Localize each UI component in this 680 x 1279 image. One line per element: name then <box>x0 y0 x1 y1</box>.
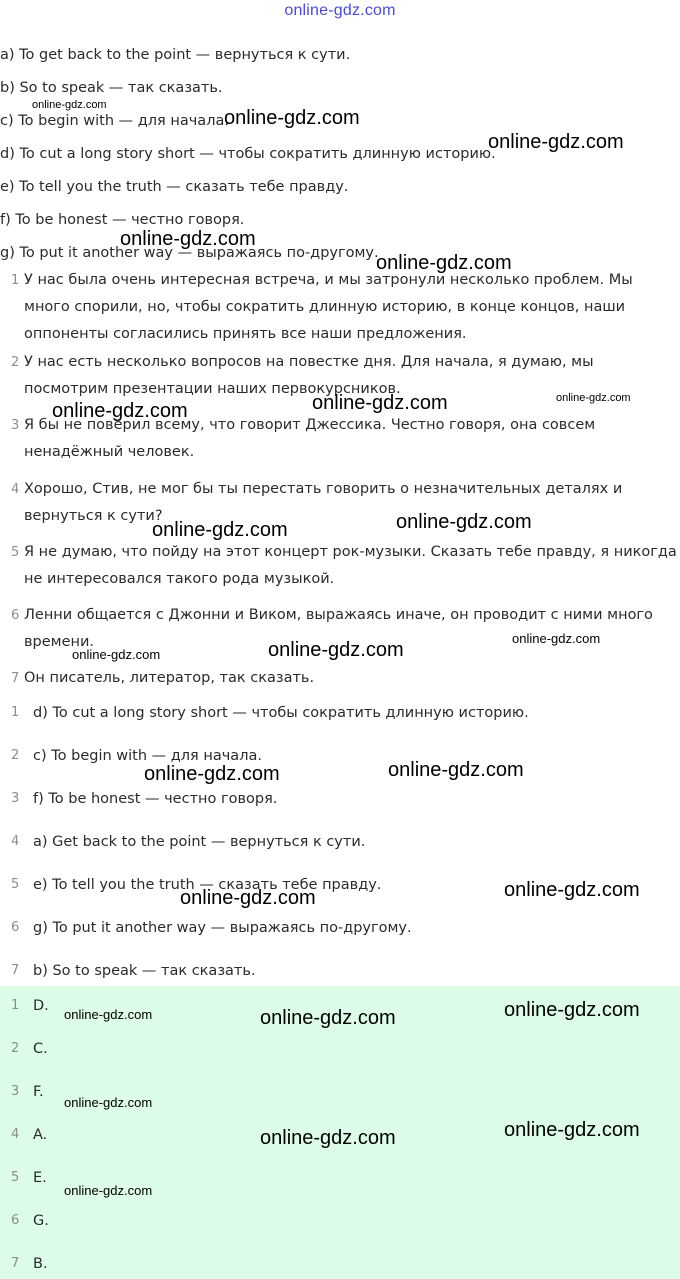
item-number: 6 <box>11 1213 20 1228</box>
watermark: online-gdz.com <box>376 252 512 274</box>
item-number: 5 <box>11 1170 20 1185</box>
item-number: 1 <box>11 705 20 720</box>
phrase-a: a) To get back to the point — вернуться к сути. <box>0 47 351 63</box>
phrase-e: e) To tell you the truth — сказать тебе правду. <box>0 179 349 195</box>
phrase-g: g) To put it another way — выражаясь по-другому. <box>0 245 379 261</box>
answer-text: b) So to speak — так сказать. <box>33 963 256 979</box>
letter-text: D. <box>33 998 49 1014</box>
item-number: 4 <box>11 834 20 849</box>
item-number: 5 <box>11 545 20 560</box>
item-text: Он писатель, литератор, так сказать. <box>24 670 315 686</box>
watermark: online-gdz.com <box>388 759 524 781</box>
watermark: online-gdz.com <box>512 631 601 646</box>
watermark: online-gdz.com <box>260 1127 396 1149</box>
item-number: 7 <box>11 1256 20 1271</box>
item-text: Я не думаю, что пойду на этот концерт рок-музыки. Сказать тебе правду, я никогда не интересовался такого рода музыкой. <box>24 544 677 587</box>
watermark: online-gdz.com <box>504 1119 640 1141</box>
item-number: 6 <box>11 920 20 935</box>
watermark: online-gdz.com <box>64 1183 153 1198</box>
watermark: online-gdz.com <box>260 1007 396 1029</box>
letter-text: F. <box>33 1084 44 1100</box>
letter-text: E. <box>33 1170 47 1186</box>
item-text: У нас была очень интересная встреча, и мы затронули несколько проблем. Мы много спорили, но, чтобы сократить длинную историю, в конце концов, наши оппоненты согласились принять все наши предложения. <box>24 272 633 342</box>
watermark: online-gdz.com <box>504 879 640 901</box>
phrase-c: c) To begin with — для начала. <box>0 113 229 129</box>
watermark: online-gdz.com <box>152 519 288 541</box>
item-text: У нас есть несколько вопросов на повестке дня. Для начала, я думаю, мы посмотрим презентации наших первокурсников. <box>24 354 594 397</box>
watermark: online-gdz.com <box>556 392 631 404</box>
answer-text: f) To be honest — честно говоря. <box>33 791 278 807</box>
watermark: online-gdz.com <box>144 763 280 785</box>
item-number: 3 <box>11 791 20 806</box>
watermark: online-gdz.com <box>396 511 532 533</box>
letter-text: G. <box>33 1213 49 1229</box>
phrase-b: b) So to speak — так сказать. <box>0 80 223 96</box>
site-header[interactable]: online-gdz.com <box>284 2 396 19</box>
watermark: online-gdz.com <box>64 1007 153 1022</box>
item-number: 1 <box>11 998 20 1013</box>
watermark: online-gdz.com <box>52 400 188 422</box>
item-number: 2 <box>11 1041 20 1056</box>
item-number: 6 <box>11 608 20 623</box>
item-number: 7 <box>11 963 20 978</box>
item-number: 1 <box>11 273 20 288</box>
item-text: Ленни общается с Джонни и Виком, выражаясь иначе, он проводит с ними много времени. <box>24 607 653 650</box>
watermark: online-gdz.com <box>504 999 640 1021</box>
item-number: 3 <box>11 1084 20 1099</box>
watermark: online-gdz.com <box>268 639 404 661</box>
answer-text: e) To tell you the truth — сказать тебе правду. <box>33 877 382 893</box>
phrase-f: f) To be honest — честно говоря. <box>0 212 245 228</box>
item-number: 2 <box>11 355 20 370</box>
item-number: 7 <box>11 671 20 686</box>
item-number: 5 <box>11 877 20 892</box>
watermark: online-gdz.com <box>72 647 161 662</box>
phrase-d: d) To cut a long story short — чтобы сократить длинную историю. <box>0 146 496 162</box>
watermark: online-gdz.com <box>120 228 256 250</box>
watermark: online-gdz.com <box>312 392 448 414</box>
answer-text: d) To cut a long story short — чтобы сократить длинную историю. <box>33 705 529 721</box>
letter-text: C. <box>33 1041 48 1057</box>
answer-text: c) To begin with — для начала. <box>33 748 262 764</box>
item-number: 2 <box>11 748 20 763</box>
item-number: 4 <box>11 1127 20 1142</box>
item-text: Я бы не поверил всему, что говорит Джессика. Честно говоря, она совсем ненадёжный человек. <box>24 417 596 460</box>
answer-text: g) To put it another way — выражаясь по-другому. <box>33 920 412 936</box>
item-number: 3 <box>11 418 20 433</box>
item-number: 4 <box>11 482 20 497</box>
watermark: online-gdz.com <box>488 131 624 153</box>
answer-text: a) Get back to the point — вернуться к сути. <box>33 834 366 850</box>
watermark: online-gdz.com <box>32 99 107 111</box>
letter-text: B. <box>33 1256 48 1272</box>
letter-text: A. <box>33 1127 48 1143</box>
watermark: online-gdz.com <box>64 1095 153 1110</box>
watermark: online-gdz.com <box>180 887 316 909</box>
watermark: online-gdz.com <box>224 107 360 129</box>
item-text: Хорошо, Стив, не мог бы ты перестать говорить о незначительных деталях и вернуться к сути? <box>24 481 623 524</box>
